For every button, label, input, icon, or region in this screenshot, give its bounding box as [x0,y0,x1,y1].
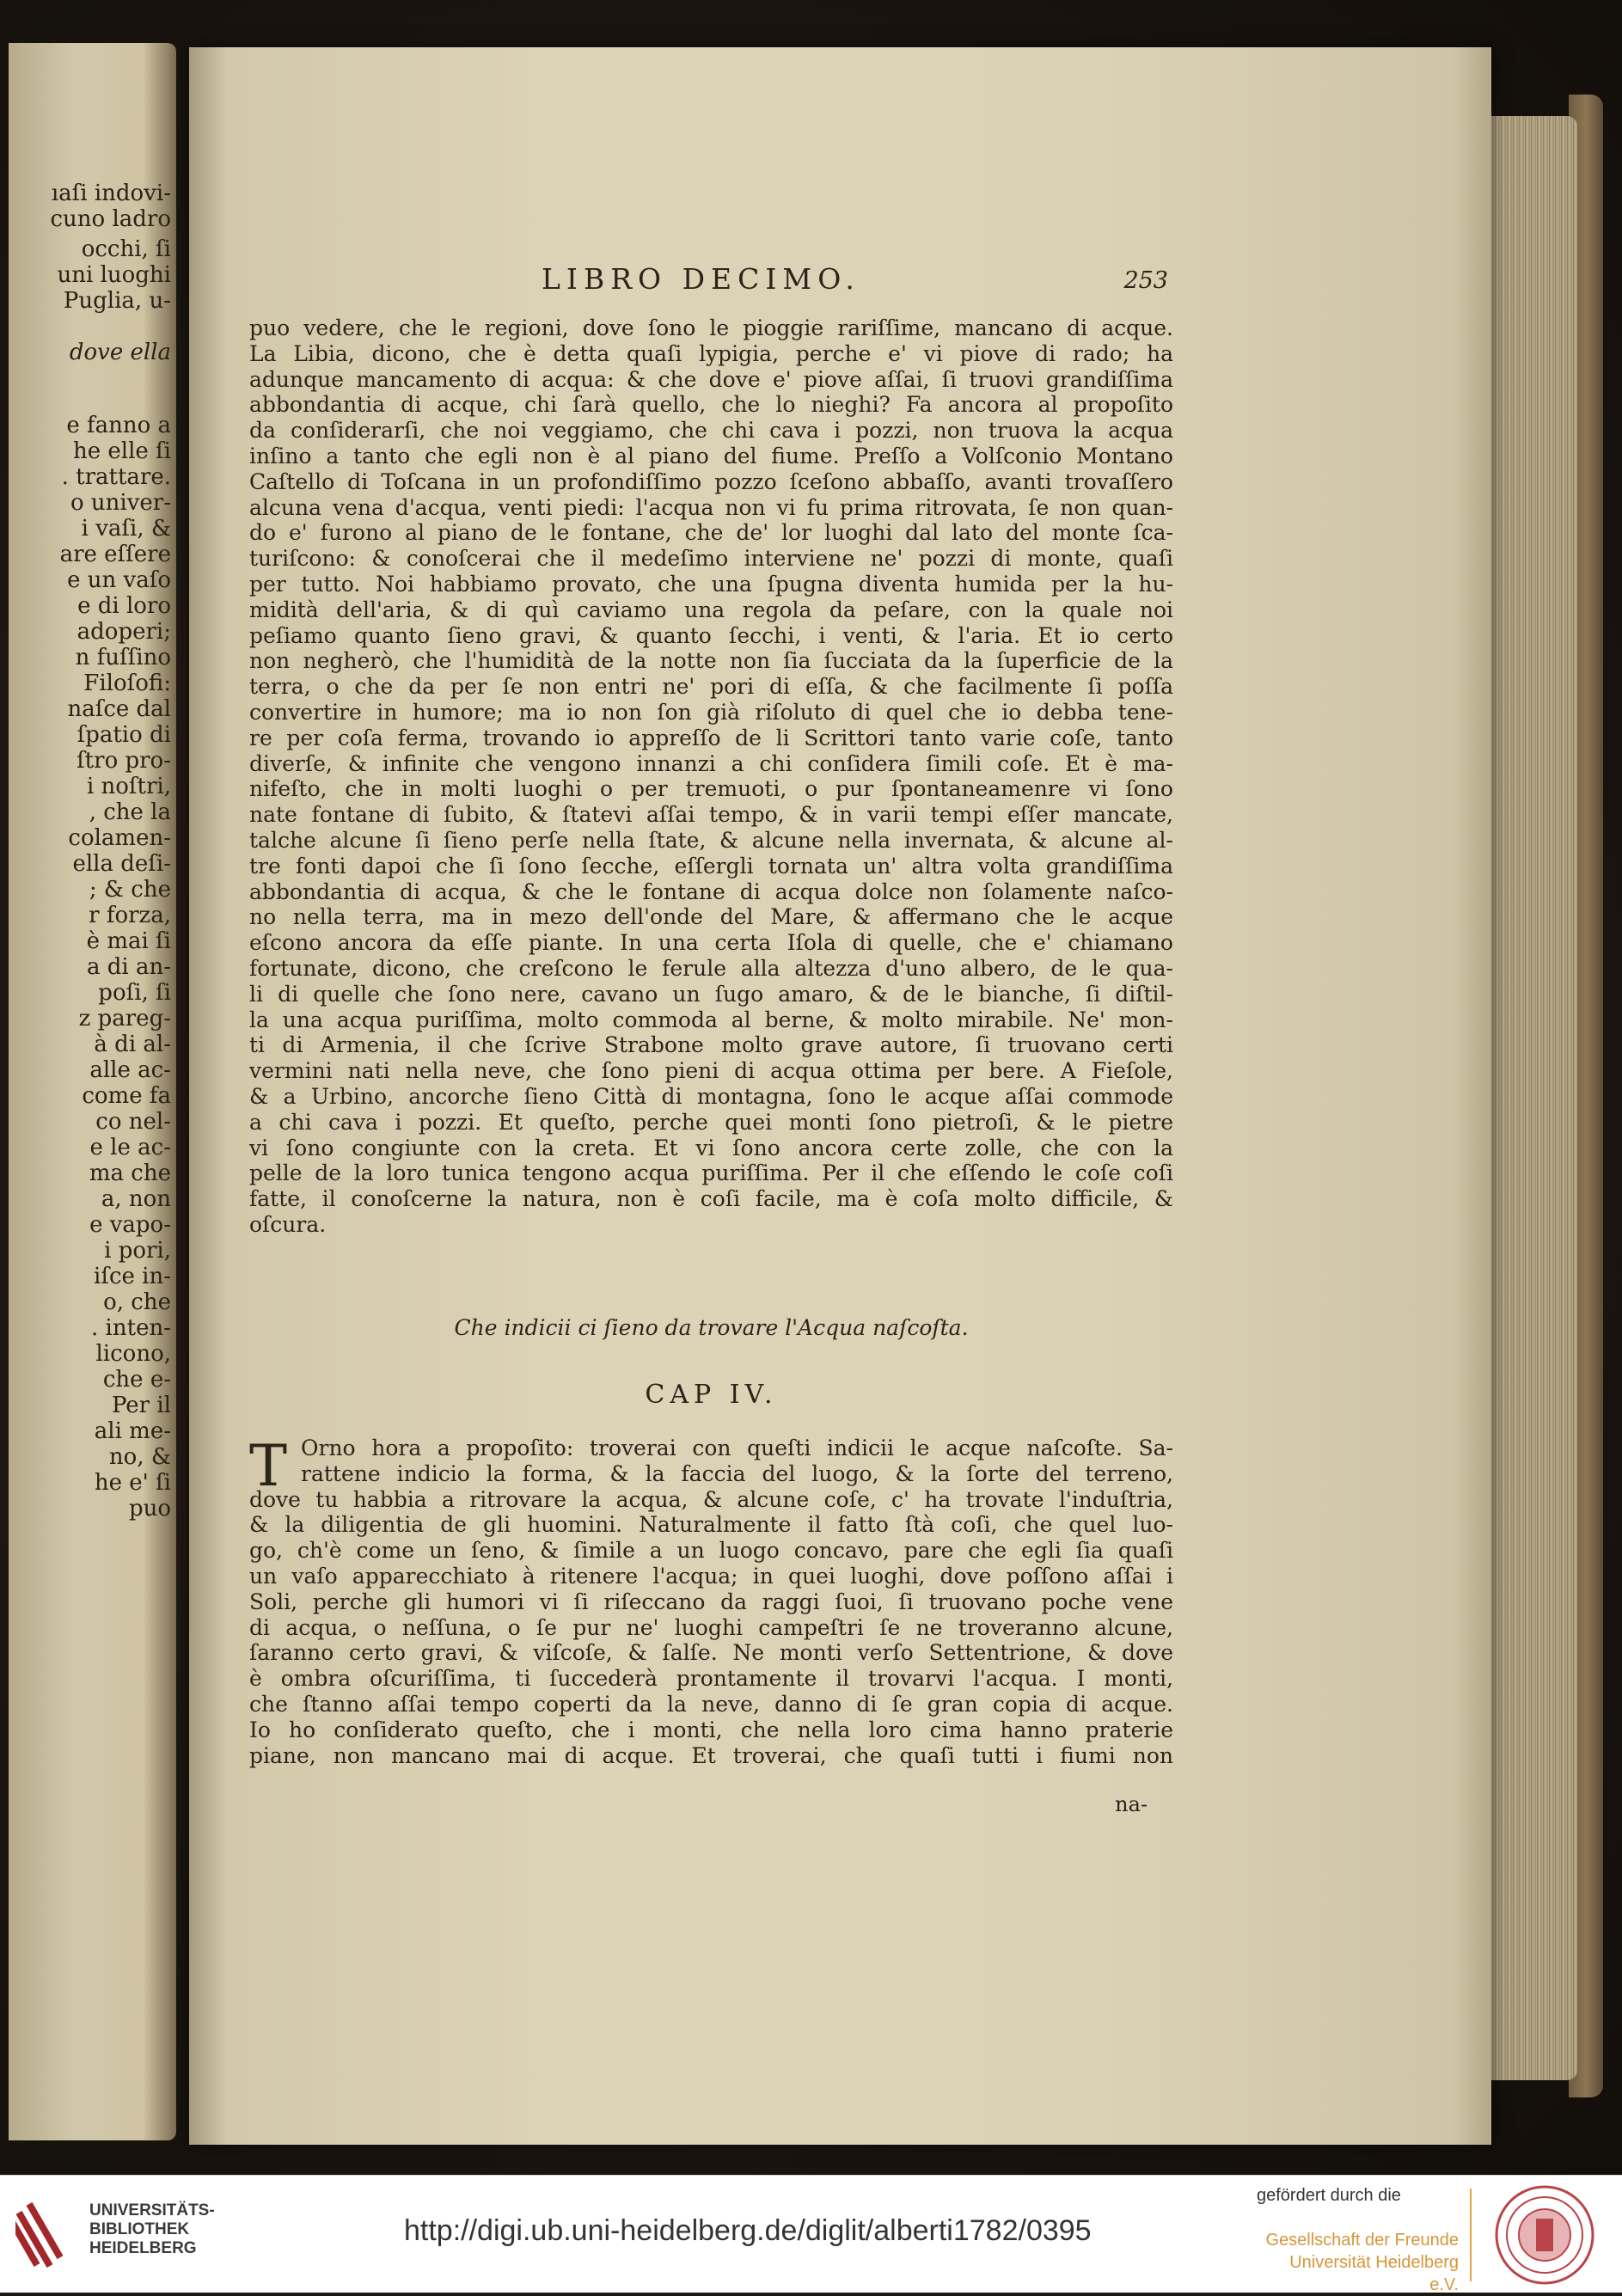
paragraph-2 [249,1433,1173,1768]
left-page-text-fragment: naſce dal [67,696,171,722]
left-page-text-fragment: che e- [102,1367,171,1393]
text-line: Caſtello di Toſcana in un profondiſſimo pozzo ſceſono abbaſſo, avanti trovaſſero [249,468,1173,494]
text-line: ti di Armenia, il che ſcrive Strabone molto grave autore, ſi truovano certi [249,1032,1173,1058]
drop-cap: T [249,1433,288,1499]
library-name [89,2201,215,2258]
left-page-text-fragment: cuno ladro [50,206,171,232]
text-line: non negherò, che l'humidità de la notte non ſia ſucciata da la ſuperficie de la [249,648,1173,674]
page-edges [1483,116,1577,2080]
text-line: diverſe, & infinite che vengono innanzi a chi conſidera ſimili coſe. Et è ma- [249,750,1173,776]
left-page-text-fragment: e vapo- [89,1212,171,1238]
left-page-text-fragment: , che la [89,799,171,825]
left-page-text-fragment: e di loro [77,593,171,619]
left-page-text-fragment: adoperi; [77,619,171,645]
left-page-text-fragment: he elle ſi [72,438,171,464]
left-page-text-fragment: . trattare. [61,464,171,490]
left-page-text-fragment: Puglia, u- [63,288,171,314]
left-page-text-fragment: i pori, [104,1238,171,1264]
left-page-text-fragment: e fanno a [66,413,171,438]
catchword: na- [1115,1792,1148,1816]
left-page-text-fragment: come fa [82,1083,171,1109]
text-line: vi ſono congiunte con la creta. Et vi ſono ancora certe zolle, che con la [249,1135,1173,1160]
text-line: alcuna vena d'acqua, venti piedi: l'acqua non vi fu prima ritrovata, ſe non quan- [249,494,1173,520]
text-line: un vaſo apparecchiato à ritenere l'acqua; in quei luoghi, dove poſſono aſſai i [249,1563,1173,1589]
text-line: per tutto. Noi habbiamo provato, che una ſpugna diventa humida per la hu- [249,571,1173,597]
text-line: oſcura. [249,1211,327,1237]
text-line: nifeſto, che in molti luoghi o per tremuoti, o pur ſpontaneamenre vi ſono [249,776,1173,802]
text-line: Io ho conſiderato queſto, che i monti, che nella loro cima hanno praterie [249,1717,1173,1742]
text-line: a chi cava i pozzi. Et queſto, perche quei monti ſono pietroſi, & le pietre [249,1109,1173,1135]
text-line: ſaranno certo gravi, & viſcoſe, & ſalſe. Ne monti verſo Settentrione, & dove [249,1640,1173,1666]
text-line: che ſtanno aſſai tempo coperti da la neve, danno di ſe gran copia di acque. [249,1691,1173,1717]
left-page-text-fragment: à di al- [94,1032,171,1057]
left-page-text-fragment: Filoſofi: [83,670,171,696]
text-line: & a Urbino, ancorche ſieno Città di montagna, ſono le acque aſſai commode [249,1083,1173,1109]
text-line: abbondantia di acqua, & che le fontane di acqua dolce non ſolamente naſco- [249,879,1173,904]
left-page-text-fragment: i noſtri, [86,774,171,799]
text-line: Orno hora a propoſito: troverai con queſti indicii le acque naſcoſte. Sa- [301,1436,1173,1460]
left-page-text-fragment: co nel- [95,1109,171,1135]
footer-bar [0,2175,1622,2293]
text-line: re per coſa ferma, trovando io appreſſo de li Scrittori tanto varie coſe, tanto [249,725,1173,750]
left-page-text-fragment: uni luoghi [57,262,171,288]
text-line: da conſiderarſi, che noi veggiamo, che chi cava i pozzi, non truova la acqua [249,418,1173,444]
left-page-text-fragment: a di an- [86,954,171,980]
left-page-text-fragment: ıaſi indovi- [51,181,171,206]
left-page-text-fragment: i vaſi, & [81,516,171,542]
left-page-text-fragment: . inten- [91,1315,171,1341]
text-line: do e' furono al piano de le fontane, che de' lor luoghi dal lato del monte ſca- [249,520,1173,546]
text-line: tre fonti dapoi che ſi ſono ſecche, eſſergli tornata un' altra volta grandiſſima [249,853,1173,879]
text-line: la una acqua puriſſima, molto commoda al berne, & molto mirabile. Ne' mon- [249,1007,1173,1032]
library-name-line: HEIDELBERG [89,2239,197,2257]
funded-by-text: gefördert durch die [1257,2186,1401,2205]
text-line: midità dell'aria, & di quì caviamo una regola da peſare, con la quale noi [249,597,1173,622]
library-name-line: UNIVERSITÄTS- [89,2201,215,2219]
library-name-line: BIBLIOTHEK [89,2220,190,2238]
left-page-text-fragment: poſi, ſi [98,980,171,1006]
text-line: nate fontane di ſubito, & ſtatevi aſſai tempo, & in varii tempi eſſer mancate, [249,802,1173,828]
text-line: pelle de la loro tunica tengono acqua puriſſima. Per il che eſſendo le coſe coſi [249,1160,1173,1186]
left-page-text-fragment: colamen- [68,825,171,851]
text-line: convertire in humore; ma io non ſon già riſoluto di quel che io debba tene- [249,699,1173,725]
text-line: inſino a tanto che egli non è al piano del fiume. Preſſo a Volſconio Montano [249,443,1173,468]
text-line: è ombra oſcuriſſima, ti ſuccederà prontamente il trovarvi l'acqua. I monti, [249,1666,1173,1692]
text-line: Soli, perche gli humori vi ſi riſeccano da raggi ſuoi, ſi truovano poche vene [249,1589,1173,1614]
text-line: di acqua, o neſſuna, o ſe pur ne' luoghi campeſtri ſe ne troveranno alcune, [249,1614,1173,1640]
left-page-text-fragment: z pareg- [78,1006,171,1032]
text-line: peſiamo quanto ſieno gravi, & quanto ſecchi, i venti, & l'aria. Et io certo [249,622,1173,648]
page-number: 253 [1123,267,1168,294]
left-page-text-fragment: dove ella [69,340,171,365]
text-line: go, ch'è come un ſeno, & ſimile a un luogo concavo, pare che egli ſia quaſi [249,1538,1173,1564]
left-page-text-fragment: e le ac- [89,1135,171,1160]
text-line: no nella terra, ma in mezo dell'onde del Mare, & affermano che le acque [249,904,1173,930]
university-seal-icon [1494,2184,1595,2286]
society-name-line: Universität Heidelberg e.V. [1289,2253,1459,2294]
left-page-text-fragment: he e' ſi [94,1470,171,1496]
left-page-text-fragment: ma che [89,1160,171,1186]
left-page-text-fragment: ali me- [94,1418,171,1444]
left-page-text-fragment: ella deſi- [72,851,171,877]
left-page-text-fragment: Per il [111,1393,171,1418]
paragraph-1 [249,315,1173,1238]
left-page-text-fragment: è mai ſi [86,928,171,954]
text-line: & la diligentia de gli huomini. Naturalmente il fatto ſtà coſi, che quel luo- [249,1512,1173,1538]
text-line: talche alcune ſi ſieno perſe nella ſtate, & alcune nella invernata, & alcune al- [249,827,1173,853]
society-name-line: Gesellschaft der Freunde [1265,2231,1459,2250]
text-line: adunque mancamento di acqua: & che dove e' piove aſſai, ſi truovi grandiſſima [249,366,1173,392]
chapter-subtitle: Che indicii ci ſieno da trovare l'Acqua naſcoſta. [454,1315,969,1340]
text-line: rattene indicio la forma, & la faccia del luogo, & la ſorte del terreno, [301,1460,1173,1486]
text-line: terra, o che da per ſe non entri ne' pori di eſſa, & che facilmente ſi poſſa [249,674,1173,700]
left-page-text-fragment: ſpatio di [77,722,171,748]
left-page-text-fragment: alle ac- [89,1057,171,1083]
chapter-heading: CAP IV. [645,1380,778,1410]
text-line: fatte, il conoſcerne la natura, non è coſi facile, ma è coſa molto difficile, & [249,1186,1173,1212]
running-head [249,262,1173,297]
university-library-logo-icon [15,2193,77,2279]
text-line: puo vedere, che le regioni, dove ſono le pioggie rariſſime, mancano di acque. [249,315,1173,340]
left-page-text-fragment: e un vaſo [67,567,171,593]
left-page-text-fragment: puo [128,1496,171,1521]
society-name [1259,2229,1459,2296]
left-page-text-fragment: ; & che [89,877,171,903]
left-page-text-fragment: o univer- [70,490,171,516]
left-page-text-fragment: no, & [108,1444,171,1470]
text-line: li di quelle che ſono nere, cavano un ſugo amaro, & de le bianche, ſi diſtil- [249,981,1173,1007]
text-line: La Libia, dicono, che è detta quaſi lypigia, perche e' vi piove di rado; ha [249,340,1173,366]
left-page [9,43,176,2140]
running-title: LIBRO DECIMO. [542,262,860,296]
text-line: piane, non mancano mai di acque. Et troverai, che quaſi tutti i fiumi non [249,1742,1173,1768]
text-line: fortunate, dicono, che creſcono le ferule alla altezza d'uno albero, de le qua- [249,955,1173,981]
left-page-text-fragment: a, non [101,1186,171,1212]
left-page-text-fragment: ſtro pro- [77,748,171,774]
permalink-url[interactable]: http://digi.ub.uni-heidelberg.de/diglit/alberti1782/0395 [404,2214,1092,2247]
left-page-text-fragment: are eſſere [59,542,171,567]
text-line: dove tu habbia a ritrovare la acqua, & alcune coſe, c' ha trovate l'induſtria, [249,1486,1173,1512]
text-line: eſcono ancora da eſſe piante. In una certa Iſola di quelle, che e' chiamano [249,930,1173,956]
left-page-text-fragment: r forza, [89,903,171,928]
footer-divider [1470,2189,1472,2281]
left-page-text-fragment: iſce in- [94,1264,171,1289]
left-page-text-fragment: n fuſſino [75,645,171,670]
text-line: turiſcono: & conoſcerai che il medeſimo interviene ne' pozzi di monte, quaſi [249,546,1173,572]
left-page-text-fragment: occhi, ſi [81,236,171,262]
text-line: abbondantia di acque, chi ſarà quello, che lo nieghi? Fa ancora al propoſito [249,392,1173,418]
left-page-text-fragment: licono, [95,1341,171,1367]
left-page-text-fragment: o, che [103,1289,171,1315]
text-line: vermini nati nella neve, che ſono pieni di acqua ottima per bere. A Fieſole, [249,1058,1173,1084]
